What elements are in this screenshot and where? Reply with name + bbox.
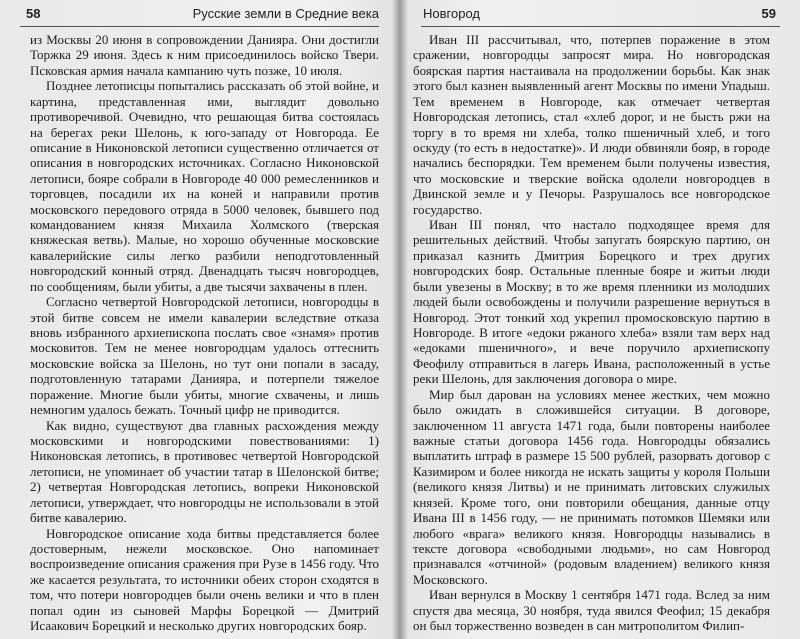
left-page bbox=[0, 0, 399, 639]
running-title: Русские земли в Средние века bbox=[192, 6, 379, 21]
paragraph: Иван вернулся в Москву 1 сентября 1471 года. Вслед за ним спустя два месяца, 30 ноября, туда явился Феофил; 15 декабря он был торжественно возведен в сан митрополитом Филип- bbox=[413, 587, 770, 634]
paragraph: Мир был дарован на условиях менее жестких, чем можно было ожидать в сложившейся ситуации. В договоре, заключенном 11 августа 1471 года, были повторены наиболее важные статьи договора 1456 года. Новгородцы обязались выплатить штраф в размере 15 500 рублей, разорвать договор с Казимиром и более никогда не искать защиты у короля Польши (великого князя Литвы) и не принимать литовских служилых князей. Кроме того, они повторили обещания, данные отцу Ивана III в 1456 году, — не принимать потомков Шемяки или любого «врага» великого князя. Новгородцы назывались в тексте договора «свободными людьми», но сам Новгород признавался «отчиной» (родовым владением) великого князя Московского. bbox=[413, 386, 770, 587]
paragraph: Иван III понял, что настало подходящее время для решительных действий. Чтобы запугать боярскую партию, он приказал казнить Дмитрия Борецкого и трех других новгородских бояр. Остальные пленные бояре и житьи люди были увезены в Москву; в то же время пленники из молодших людей были освобождены и получили разрешение вернуться в Новгород. Этот тонкий ход укрепил промосковскую партию в Новгороде. В итоге «едоки ржаного хлеба» взяли там верх над «едоками пшеничного», и вече поручило архиепископу Феофилу отправиться в лагерь Ивана, расположенный в устье реки Шелонь, для заключения договора о мире. bbox=[413, 217, 770, 387]
page-number: 59 bbox=[761, 6, 776, 21]
paragraph: Как видно, существуют два главных расхождения между московскими и новгородскими повествованиями: 1) Никоновская летопись, в противовес четвертой Новгородской летописи, не упоминает об участии татар в Шелонской битве; 2) четвертая Новгородская летопись, вопреки Никоновской летописи, утверждает, что новгородцы не использовали в этой битве кавалерию. bbox=[30, 417, 379, 526]
paragraph: из Москвы 20 июня в сопровождении Данияра. Они достигли Торжка 29 июня. Здесь к ним присоединилось войско Твери. Псковская армия начала кампанию чуть позже, 10 июля. bbox=[30, 32, 379, 78]
paragraph: Согласно четвертой Новгородской летописи, новгородцы в этой битве совсем не имели кавалерии вследствие отказа вновь избранного архиепископа послать свое «знамя» против московитов. Тем не менее новгородцам удалось оттеснить московские войска за Шелонь, но тут они попали в засаду, подготовленную татарами Данияра, и потерпели тяжелое поражение. Многие были убиты, многие схвачены, и лишь немногим удалось бежать. Точный цифр не приводится. bbox=[30, 294, 379, 418]
page-number: 58 bbox=[26, 6, 41, 21]
right-page bbox=[401, 0, 800, 639]
running-head bbox=[20, 4, 379, 27]
body-text bbox=[30, 32, 379, 633]
paragraph: Позднее летописцы попытались рассказать об этой войне, и картина, представленная ими, выглядит довольно противоречивой. Очевидно, что решающая битва состоялась на берегах реки Шелонь, к юго-западу от Новгорода. Ее описание в Никоновской летописи существенно отличается от описания в новгородских источниках. Согласно Никоновской летописи, бояре собрали в Новгороде 40 000 ремесленников и торговцев, посадили их на коней и направили против московского передового отряда в 5000 человек, бывшего под командованием князя Михаила Холмского (тверская княжеская ветвь). Малые, но хорошо обученные московские кавалерийские силы легко разбили неподготовленный новгородский конный отряд. Двенадцать тысяч новгородцев, по сообщениям, были убиты, а две тысячи захвачены в плен. bbox=[30, 78, 379, 294]
body-text bbox=[413, 32, 770, 633]
paragraph: Иван III рассчитывал, что, потерпев поражение в этом сражении, новгородцы запросят мира. Но новгородская боярская партия настаивала на продолжении борьбы. Как знак этого был казнен выявленный агент Москвы по имени Упадыш. Тем временем в Новгороде, как отмечает четвертая Новгородская летопись, стал «хлеб дорог, и не бысть ржи на торгу в то время ни хлеба, толко пшеничный хлеб, и того оскуду (то есть в недостатке)». И люди обвиняли бояр, в городе начались беспорядки. Тем временем были получены известия, что московские и тверские войска одолели новгородцев в Двинской земле и у Печоры. Разрушалось все новгородское государство. bbox=[413, 32, 770, 217]
running-head bbox=[421, 4, 780, 27]
running-title: Новгород bbox=[423, 6, 480, 21]
paragraph: Новгородское описание хода битвы представляется более достоверным, нежели московское. Оно напоминает воспроизведение описания сражения при Рузе в 1456 году. Что же касается результата, то источники обеих сторон сходятся в том, что потери новгородцев были очень велики и что в плен попал один из сыновей Марфы Борецкой — Дмитрий Исаакович Борецкий и несколько других новгородских бояр. bbox=[30, 525, 379, 634]
